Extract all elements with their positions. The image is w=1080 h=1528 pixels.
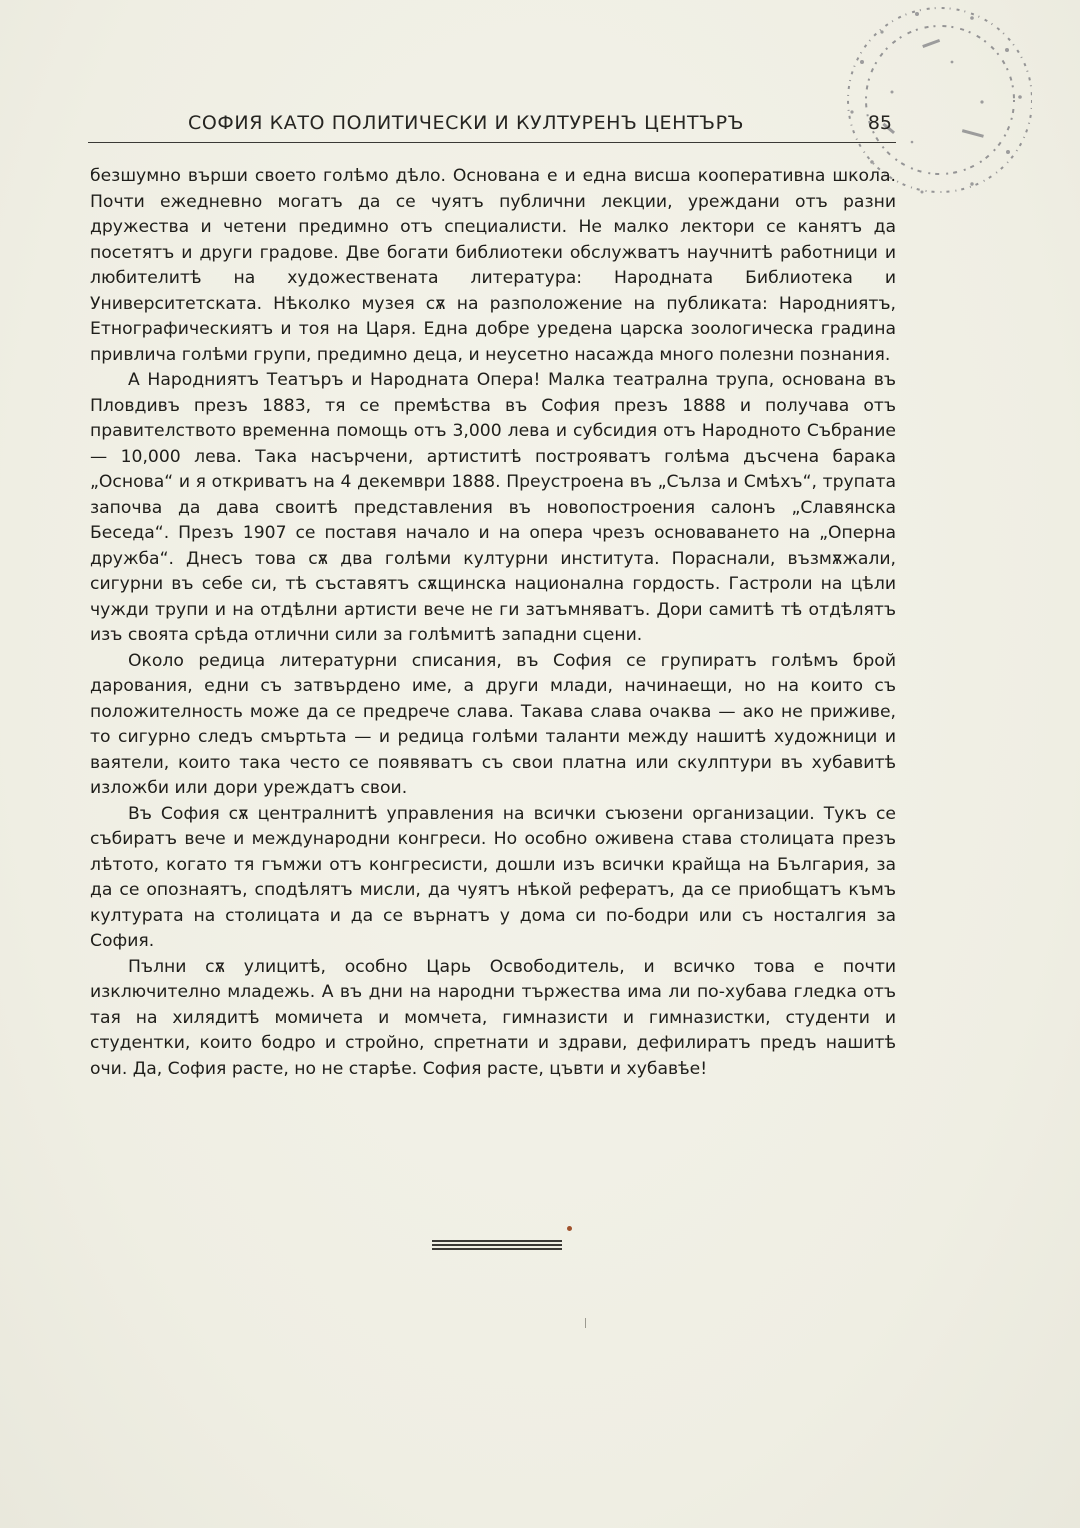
paragraph: Около редица литературни списания, въ София се групиратъ голѣмъ брой дарования, едни съ затвърдено име, а други млади, начинаещи, но на които съ положителность може да се предрече слава. Такава слава очаква — ако не приживе, то сигурно следъ смъртьта — и редица голѣми таланти между нашитѣ художници и ваятели, които така често се появяватъ съ свои платна или скулптури въ хубавитѣ изложби или дори уреждатъ свои. <box>90 650 896 798</box>
paper-mark <box>585 1318 586 1328</box>
page-number: 85 <box>867 112 892 134</box>
paragraph: Пълни сѫ улицитѣ, особно Царь Освободитель, и всичко това е почти изключително младежь. А въ дни на народни тържества има ли по-хубава гледка отъ тая на хилядитѣ момичета и момчета, гимназисти и гимназистки, студенти и студентки, които бодро и стройно, спретнати и здрави, дефилиратъ предъ нашитѣ очи. Да, София расте, но не старѣе. София расте, цъвти и хубавѣе! <box>90 956 896 1079</box>
body-text <box>90 164 896 1082</box>
paragraph: А Народниятъ Театъръ и Народната Опера! Малка театрална трупа, основана въ Пловдивъ презъ 1883, тя се премѣства въ София презъ 1888 и получава отъ правителството временна помощь отъ 3,000 лева и субсидия отъ Народното Събрание — 10,000 лева. Така насърчени, артиститѣ построяватъ голѣма дъсчена барака „Основа“ и я откриватъ на 4 декември 1888. Преустроена въ „Сълза и Смѣхъ“, трупата започва да дава своитѣ представления въ новопостроения салонъ „Славянска Беседа“. Презъ 1907 се поставя начало и на опера чрезъ основаването на „Оперна дружба“. Днесъ това сѫ два голѣми културни института. Пораснали, възмѫжали, сигурни въ себе си, тѣ съставятъ сѫщинска национална гордость. Гастроли на цѣли чужди трупи и на отдѣлни артисти вече не ги затъмняватъ. Дори самитѣ тѣ отдѣлятъ изъ своята срѣда отлични сили за голѣмитѣ западни сцени. <box>90 370 896 645</box>
paragraph: безшумно върши своето голѣмо дѣло. Основана е и една висша кооперативна школа. Почти ежедневно могатъ да се чуятъ публични лекции, уреждани отъ разни дружества и четени предимно отъ специалисти. Не малко лектори се канятъ да посетятъ и други градове. Две богати библиотеки обслужватъ научнитѣ работници и любителитѣ на художествената литература: Народната Библиотека и Университетската. Нѣколко музея сѫ на разположение на публиката: Народниятъ, Етнографическиятъ и тоя на Царя. Една добре уредена царска зоологическа градина привлича голѣми групи, предимно деца, и неусетно насажда много полезни познания. <box>90 166 896 365</box>
end-ornament-rule <box>432 1240 562 1250</box>
ink-dot <box>567 1226 572 1231</box>
running-title: СОФИЯ КАТО ПОЛИТИЧЕСКИ И КУЛТУРЕНЪ ЦЕНТЪРЪ <box>188 112 745 134</box>
paragraph: Въ София сѫ централнитѣ управления на всички съюзени организации. Тукъ се събиратъ вече и международни конгреси. Но особно оживена става столицата презъ лѣтото, когато тя гъмжи отъ конгресисти, дошли изъ всички крайща на България, за да се опознаятъ, сподѣлятъ мисли, да чуятъ нѣкой рефератъ, да се приобщатъ къмъ културата на столицата и да се върнатъ у дома си по-бодри или съ носталгия за София. <box>90 803 896 951</box>
running-head <box>88 112 896 143</box>
